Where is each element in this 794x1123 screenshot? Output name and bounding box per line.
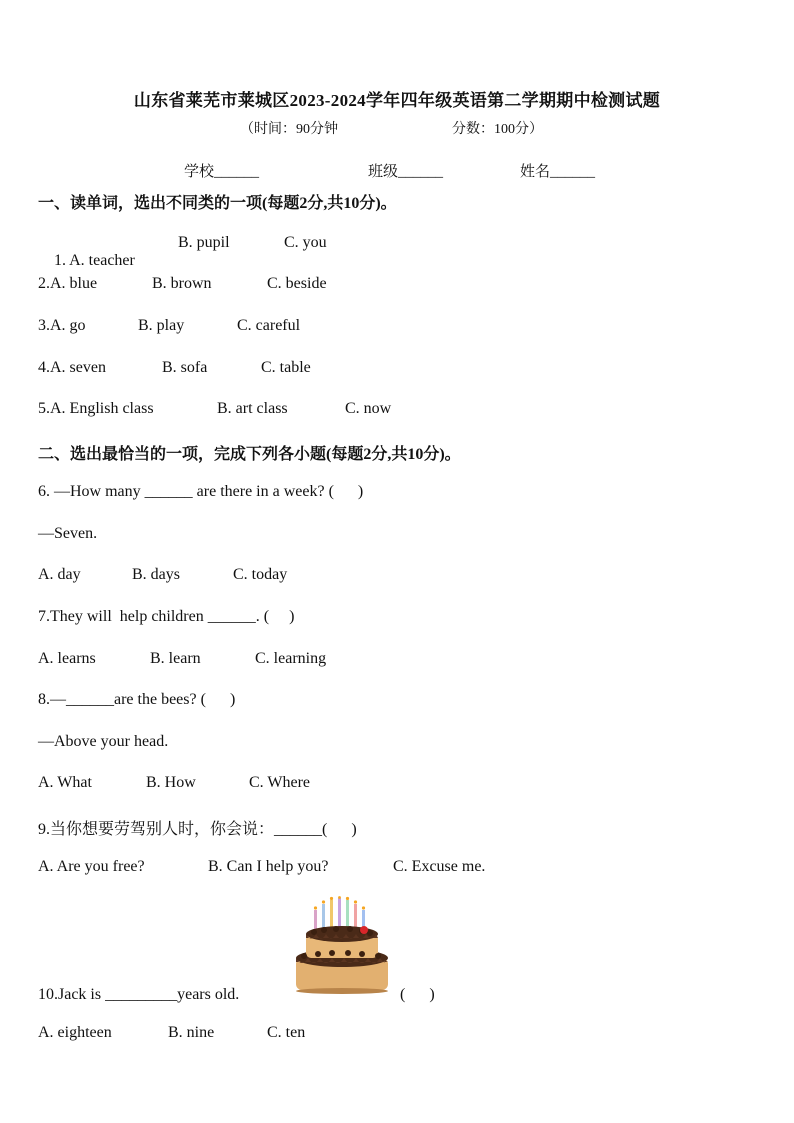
option-b: B. How <box>146 774 196 791</box>
section-1-heading: 一、读单词，选出不同类的一项(每题2分,共10分)。 <box>38 195 397 212</box>
question-6: 6. —How many ______ are there in a week? ( ) <box>38 483 364 500</box>
option-b: B. brown <box>152 275 212 292</box>
class-field: 班级______ <box>368 164 444 180</box>
option-a: A. eighteen <box>38 1024 112 1041</box>
option-c: C. learning <box>255 650 327 667</box>
question-3: 3.A. go <box>38 317 86 334</box>
question-5: 5.A. English class <box>38 400 154 417</box>
section-2-heading: 二、选出最恰当的一项，完成下列各小题(每题2分,共10分)。 <box>38 446 461 463</box>
option-c: C. you <box>284 234 327 251</box>
option-c: C. today <box>233 566 288 583</box>
option-a: 1. A. teacher <box>54 252 135 269</box>
option-b: B. pupil <box>178 234 230 251</box>
option-b: B. play <box>138 317 185 334</box>
option-a: A. What <box>38 774 92 791</box>
question-4: 4.A. seven <box>38 359 106 376</box>
score-label: 分数：100分） <box>452 122 543 137</box>
question-7: 7.They will help children ______. ( ) <box>38 608 295 625</box>
option-c: C. Where <box>249 774 311 791</box>
option-b: B. nine <box>168 1024 215 1041</box>
option-b: B. days <box>132 566 180 583</box>
option-c: C. ten <box>267 1024 306 1041</box>
question-10: 10.Jack is _________years old. <box>38 986 240 1003</box>
answer-parentheses: ( ) <box>400 986 435 1003</box>
option-b: B. Can I help you? <box>208 858 329 875</box>
name-field: 姓名______ <box>520 164 596 180</box>
option-c: C. careful <box>237 317 301 334</box>
option-c: C. now <box>345 400 392 417</box>
page-title: 山东省莱芜市莱城区2023-2024学年四年级英语第二学期期中检测试题 <box>133 91 661 110</box>
answer-line: —Above your head. <box>38 733 169 750</box>
question-9: 9.当你想要劳驾别人时，你会说：______( ) <box>38 821 357 838</box>
option-b: B. art class <box>217 400 288 417</box>
question-2: 2.A. blue <box>38 275 98 292</box>
option-c: C. table <box>261 359 311 376</box>
option-a: A. day <box>38 566 81 583</box>
time-label: （时间：90分钟 <box>240 122 338 137</box>
option-a: A. Are you free? <box>38 858 145 875</box>
option-b: B. learn <box>150 650 201 667</box>
option-c: C. Excuse me. <box>393 858 486 875</box>
option-b: B. sofa <box>162 359 208 376</box>
question-8: 8.—______are the bees? ( ) <box>38 691 236 708</box>
birthday-cake-image <box>292 896 392 996</box>
option-a: A. learns <box>38 650 96 667</box>
option-c: C. beside <box>267 275 327 292</box>
answer-line: —Seven. <box>38 525 98 542</box>
school-field: 学校______ <box>184 164 260 180</box>
